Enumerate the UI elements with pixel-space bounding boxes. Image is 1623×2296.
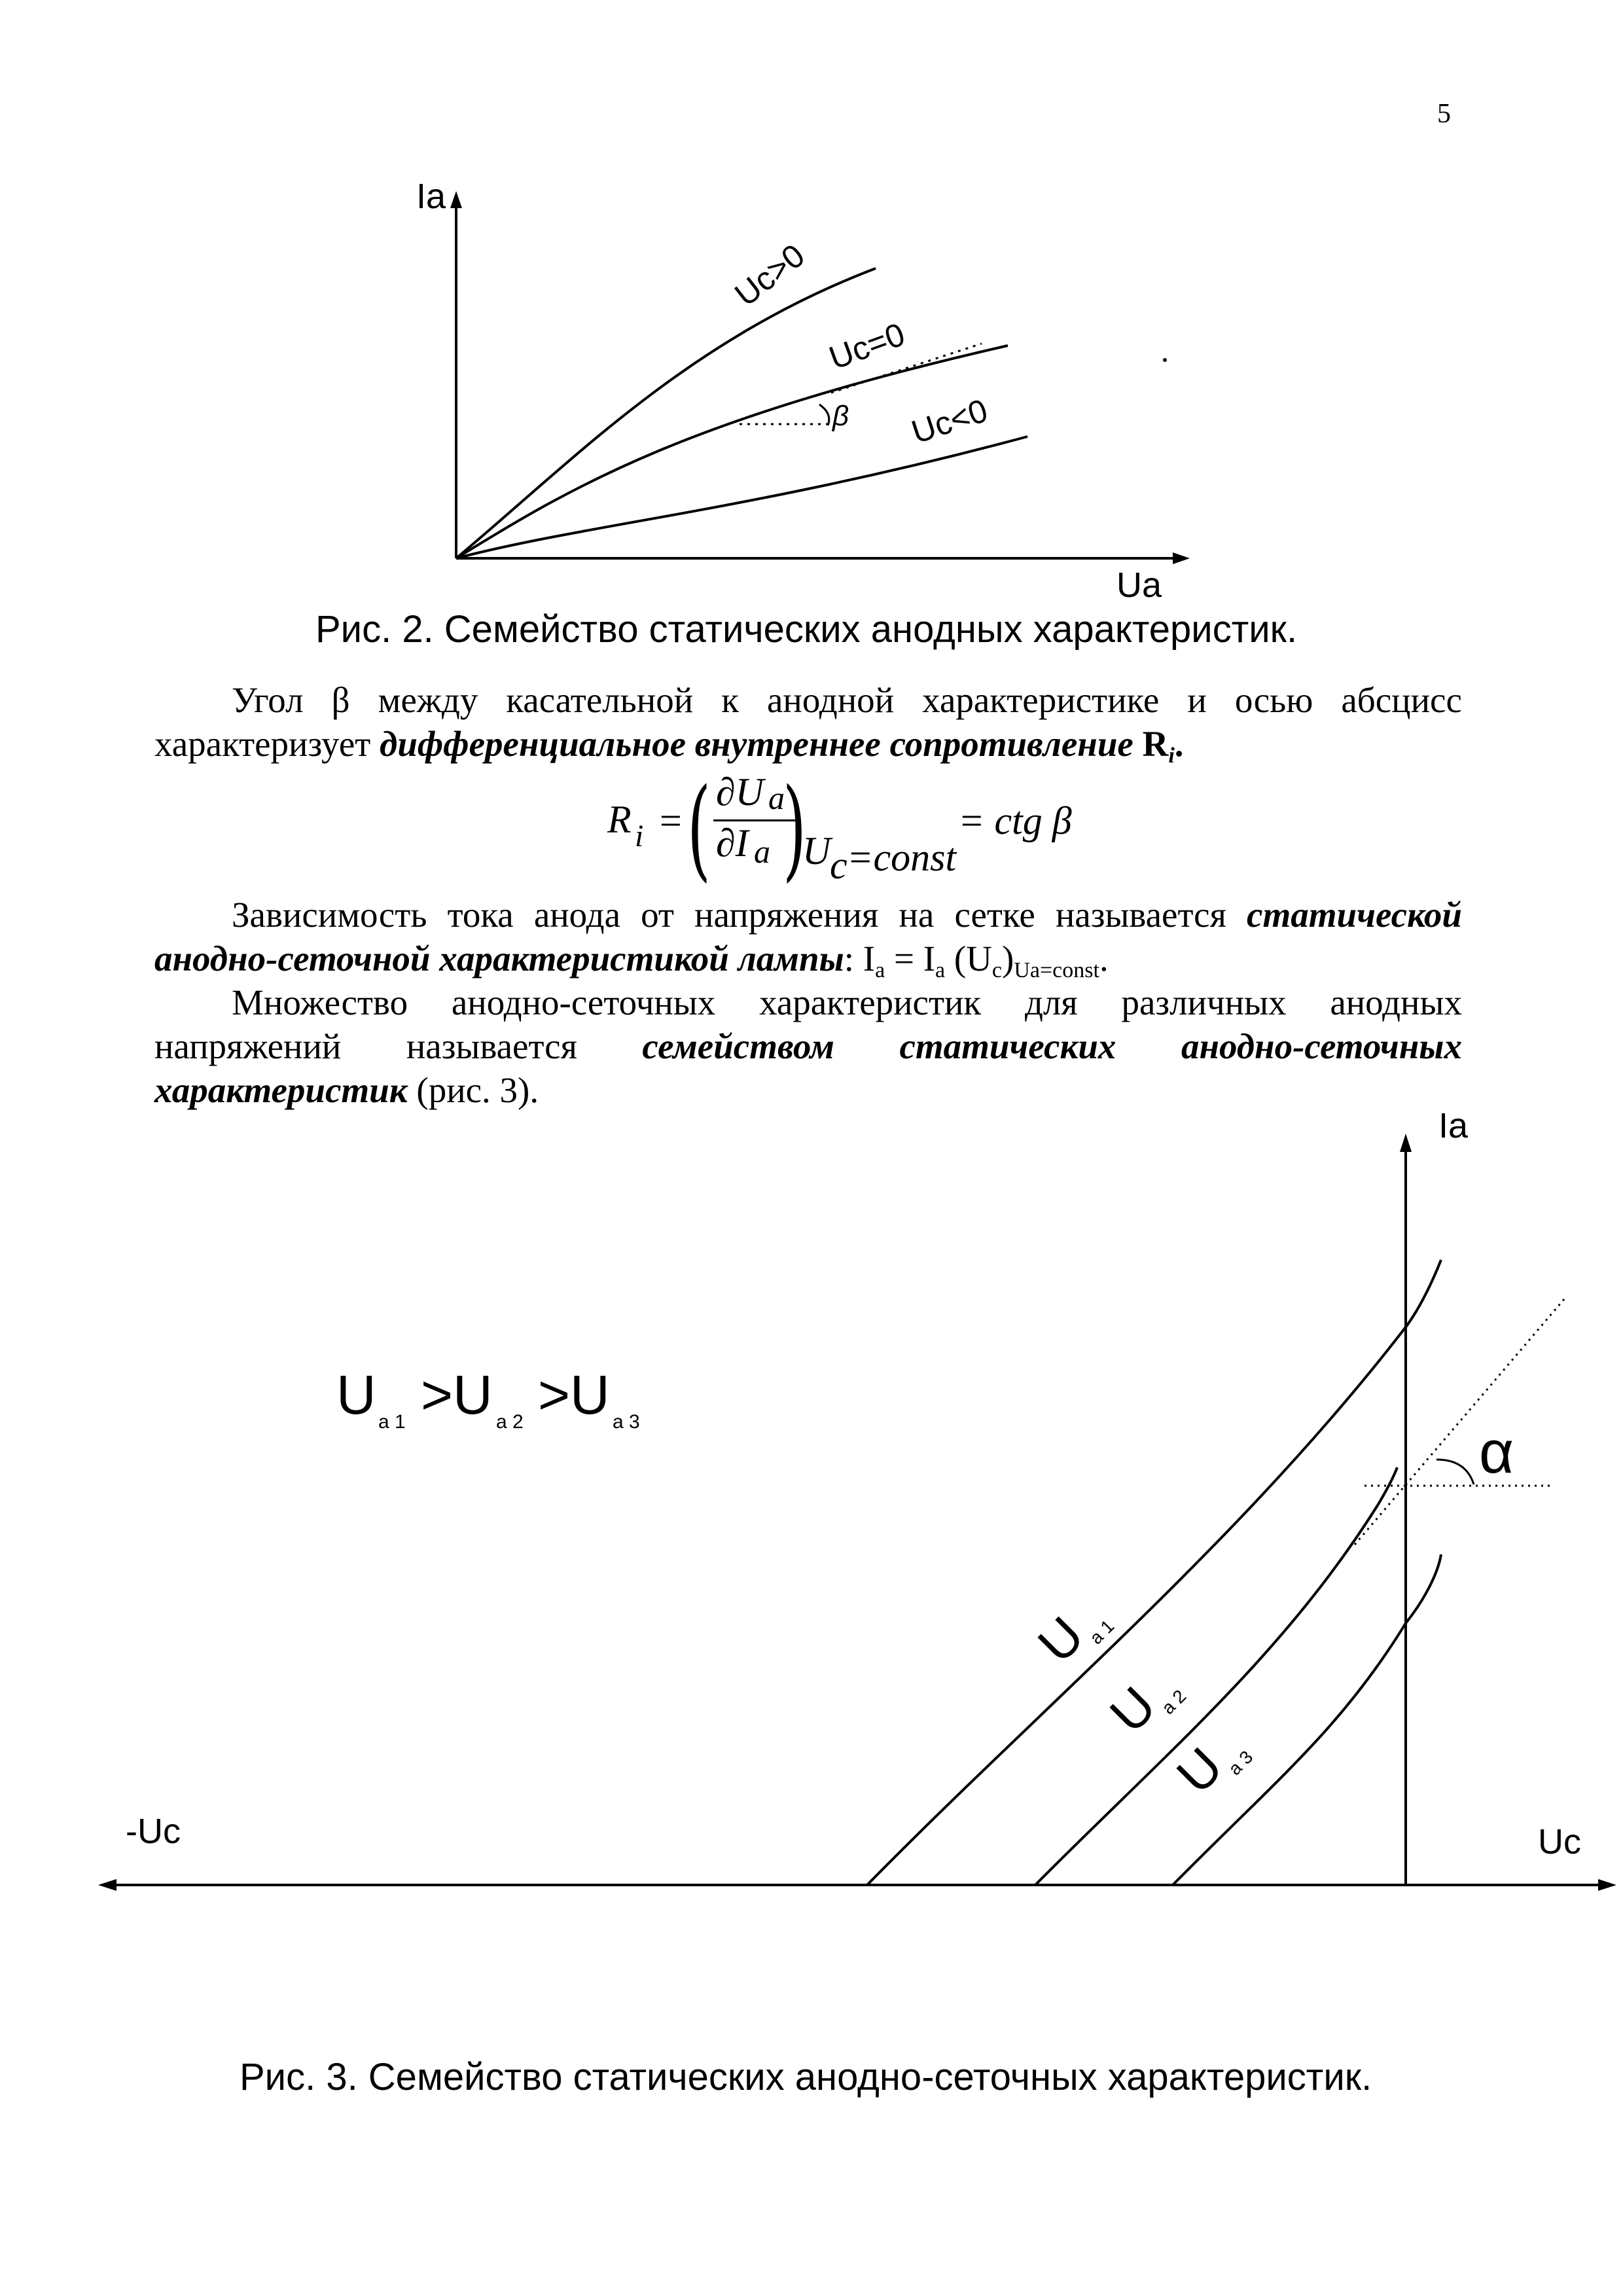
formula-lhs-sub: i xyxy=(635,819,644,853)
word: называется xyxy=(406,1026,577,1066)
formula-right-paren: ) xyxy=(783,764,807,893)
term-characteristics: характеристик xyxy=(154,1070,408,1110)
formula-numerator-sub: a xyxy=(768,780,785,816)
symbol-ri-sub: i xyxy=(1168,744,1175,768)
symbol-ri: R xyxy=(1142,724,1169,764)
fig2-x-axis-label: Ua xyxy=(1116,565,1162,605)
text-segment: (U xyxy=(945,939,992,978)
word: касательной xyxy=(506,680,694,720)
text-segment: : I xyxy=(844,939,876,978)
word: сетке xyxy=(954,895,1035,935)
subscript: a xyxy=(875,958,885,982)
word: анодных xyxy=(1330,982,1462,1022)
relation-u3: >U xyxy=(538,1364,610,1426)
word: на xyxy=(899,895,935,935)
fig2-label-uc-negative: Uc<0 xyxy=(907,391,992,451)
figure-3-caption: Рис. 3. Семейство статических анодно-сеточных характеристик. xyxy=(240,2056,1372,2098)
fig3-curve-ua1-top xyxy=(1407,1260,1441,1325)
word: тока xyxy=(447,895,514,935)
formula-condition-u: U xyxy=(802,829,831,872)
word: напряжений xyxy=(154,1026,342,1066)
word: различных xyxy=(1121,982,1287,1022)
word: осью xyxy=(1234,680,1313,720)
word: Угол xyxy=(232,680,304,720)
word: называется xyxy=(1055,895,1226,935)
beta-symbol: β xyxy=(331,680,350,720)
text-segment: (рис. 3). xyxy=(407,1070,539,1110)
relation-sub1: a 1 xyxy=(378,1411,406,1433)
word: анода xyxy=(533,895,620,935)
relation-u2: >U xyxy=(421,1364,493,1426)
word: Множество xyxy=(232,982,408,1022)
formula-lhs: R xyxy=(607,798,632,841)
formula-condition-sub: c xyxy=(830,844,847,887)
word: анодной xyxy=(766,680,895,720)
formula-left-paren: ( xyxy=(687,764,711,893)
fig3-label-ua1 xyxy=(1027,1586,1118,1677)
word: статической xyxy=(1247,895,1462,935)
word: и xyxy=(1187,680,1207,720)
fig3-label-ua3 xyxy=(1166,1717,1257,1808)
subscript: c xyxy=(991,958,1003,982)
label-ua1-main: U xyxy=(1027,1605,1095,1674)
formula-rhs: = ctg β xyxy=(958,799,1072,842)
fig3-angle-arc xyxy=(1436,1460,1474,1484)
word: характеристик xyxy=(759,982,982,1022)
text-segment: ) xyxy=(1002,939,1014,978)
text-segment: . xyxy=(1174,724,1184,764)
word: характеристике xyxy=(922,680,1160,720)
word: между xyxy=(378,680,478,720)
word: к xyxy=(721,680,739,720)
figure-2-caption: Рис. 2. Семейство статических анодных характеристик. xyxy=(315,608,1298,651)
word: анодно-сеточных xyxy=(451,982,716,1022)
word: абсцисс xyxy=(1341,680,1462,720)
word: Зависимость xyxy=(232,895,427,935)
label-ua2-main: U xyxy=(1099,1676,1167,1744)
relation-sub2: a 2 xyxy=(496,1411,524,1433)
subscript: a xyxy=(935,958,946,982)
fig3-tangent-dotted xyxy=(1355,1299,1564,1545)
fig3-x-axis-left-arrow xyxy=(98,1879,116,1891)
fig3-angle-label: α xyxy=(1479,1419,1514,1486)
formula-denominator-sub: a xyxy=(754,833,770,870)
label-ua1-sub: a 1 xyxy=(1085,1615,1118,1649)
word: от xyxy=(641,895,674,935)
relation-u1: U xyxy=(336,1364,376,1426)
word: напряжения xyxy=(694,895,879,935)
fig3-curve-ua3-top xyxy=(1406,1554,1441,1623)
fig3-y-axis-label: Ia xyxy=(1438,1106,1469,1145)
fig3-x-axis-right-arrow xyxy=(1598,1879,1616,1891)
fig3-y-axis-arrow xyxy=(1400,1134,1412,1152)
formula-condition-rest: =const xyxy=(847,836,957,879)
fig3-relation xyxy=(336,1364,640,1433)
fig3-label-ua2 xyxy=(1099,1656,1190,1747)
term-anode-grid-characteristic: анодно-сеточной характеристикой лампы xyxy=(154,939,844,978)
word: семейством xyxy=(642,1026,834,1066)
fig2-y-axis-label: Ia xyxy=(416,177,446,216)
text-segment: = I xyxy=(885,939,936,978)
term-differential-resistance: дифференциальное внутреннее сопротивление xyxy=(380,724,1133,764)
relation-sub3: a 3 xyxy=(613,1411,640,1433)
formula-eq: = xyxy=(660,799,682,842)
fig2-label-uc-zero: Uc=0 xyxy=(824,315,910,377)
fig2-label-uc-positive: Uc>0 xyxy=(728,236,812,314)
label-ua3-main: U xyxy=(1166,1736,1234,1805)
label-ua2-sub: a 2 xyxy=(1157,1685,1190,1719)
fig3-x-axis-neg-label: -Uc xyxy=(126,1812,181,1851)
word: анодно-сеточных xyxy=(1181,1026,1462,1066)
page-number: 5 xyxy=(1437,99,1451,129)
text-segment: характеризует xyxy=(154,724,380,764)
subscript: Ua=const xyxy=(1014,958,1099,982)
formula-numerator: ∂U xyxy=(716,770,764,814)
fig3-curve-ua1 xyxy=(867,1325,1407,1885)
word: статических xyxy=(899,1026,1116,1066)
fig2-angle-label: β xyxy=(832,400,849,432)
formula-denominator: ∂I xyxy=(716,821,749,865)
text-segment: . xyxy=(1099,939,1109,978)
label-ua3-sub: a 3 xyxy=(1224,1746,1257,1780)
word: для xyxy=(1024,982,1078,1022)
fig3-x-axis-pos-label: Uc xyxy=(1538,1822,1581,1861)
fig3-curve-ua2 xyxy=(1035,1505,1378,1885)
